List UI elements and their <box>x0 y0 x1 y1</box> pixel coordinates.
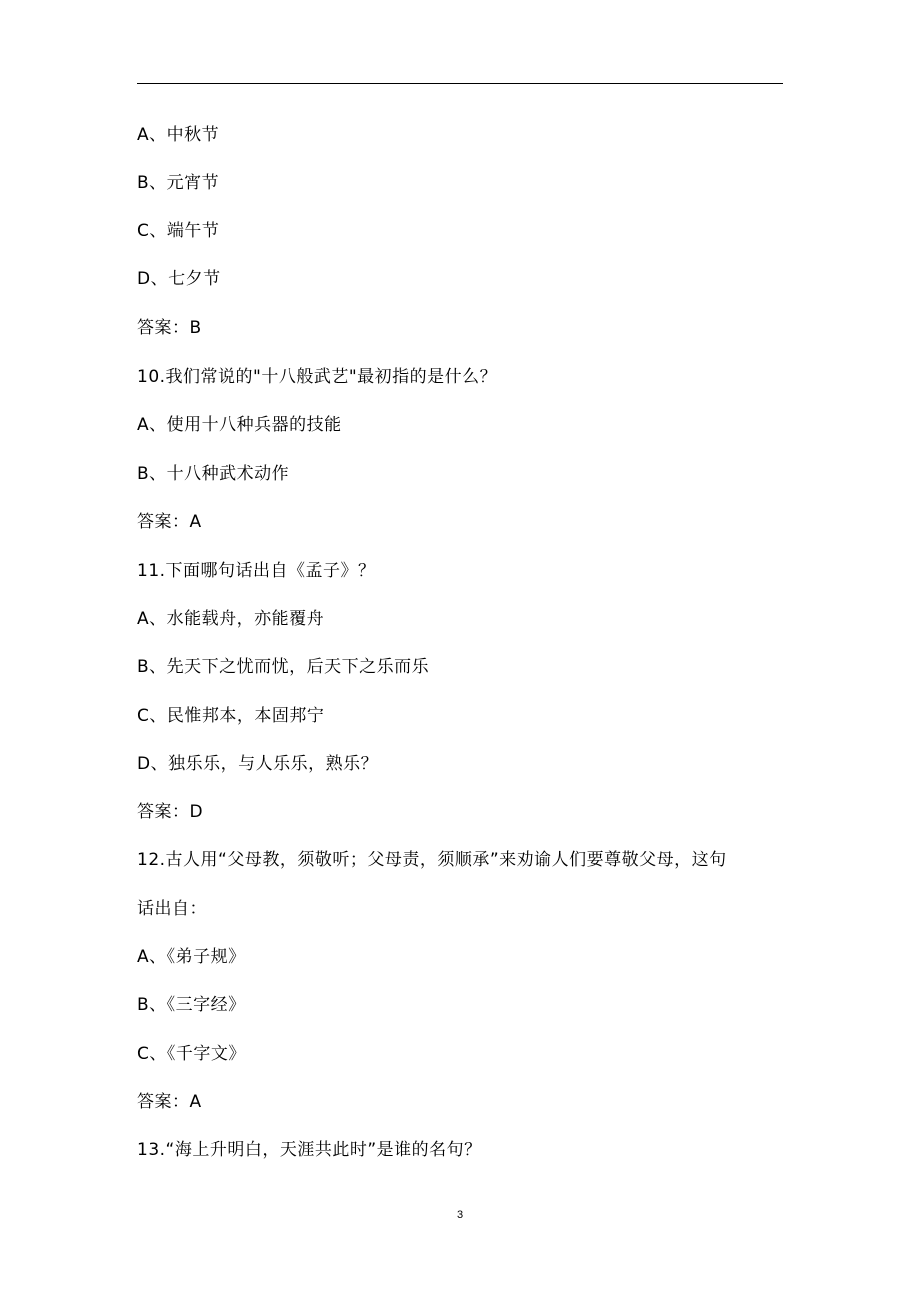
q12-question-line-2: 话出自： <box>137 899 207 919</box>
header-rule <box>137 83 783 84</box>
q9-option-c: C、端午节 <box>137 221 220 241</box>
q11-question: 11.下面哪句话出自《孟子》？ <box>137 561 376 581</box>
q12-answer: 答案：A <box>137 1092 202 1112</box>
q12-question-line-1: 12.古人用“父母教，须敬听；父母责，须顺承”来劝谕人们要尊敬父母，这句 <box>137 850 727 870</box>
q9-answer: 答案：B <box>137 318 202 338</box>
q10-question: 10.我们常说的"十八般武艺"最初指的是什么？ <box>137 367 498 387</box>
q10-answer: 答案：A <box>137 512 202 532</box>
q12-option-a: A、《弟子规》 <box>137 947 246 967</box>
q13-question: 13.“海上升明白，天涯共此时”是谁的名句？ <box>137 1140 482 1160</box>
q11-option-d: D、独乐乐，与人乐乐，熟乐？ <box>137 754 379 774</box>
q9-option-b: B、元宵节 <box>137 173 220 193</box>
q12-option-b: B、《三字经》 <box>137 995 246 1015</box>
q10-option-a: A、使用十八种兵器的技能 <box>137 415 342 435</box>
page-number: 3 <box>456 1209 464 1221</box>
q11-option-a: A、水能载舟，亦能覆舟 <box>137 609 325 629</box>
q9-option-a: A、中秋节 <box>137 125 220 145</box>
q11-answer: 答案：D <box>137 802 204 822</box>
q10-option-b: B、十八种武术动作 <box>137 464 290 484</box>
q12-option-c: C、《千字文》 <box>137 1044 246 1064</box>
q9-option-d: D、七夕节 <box>137 269 221 289</box>
q11-option-c: C、民惟邦本，本固邦宁 <box>137 706 325 726</box>
q11-option-b: B、先天下之忧而忧，后天下之乐而乐 <box>137 657 430 677</box>
